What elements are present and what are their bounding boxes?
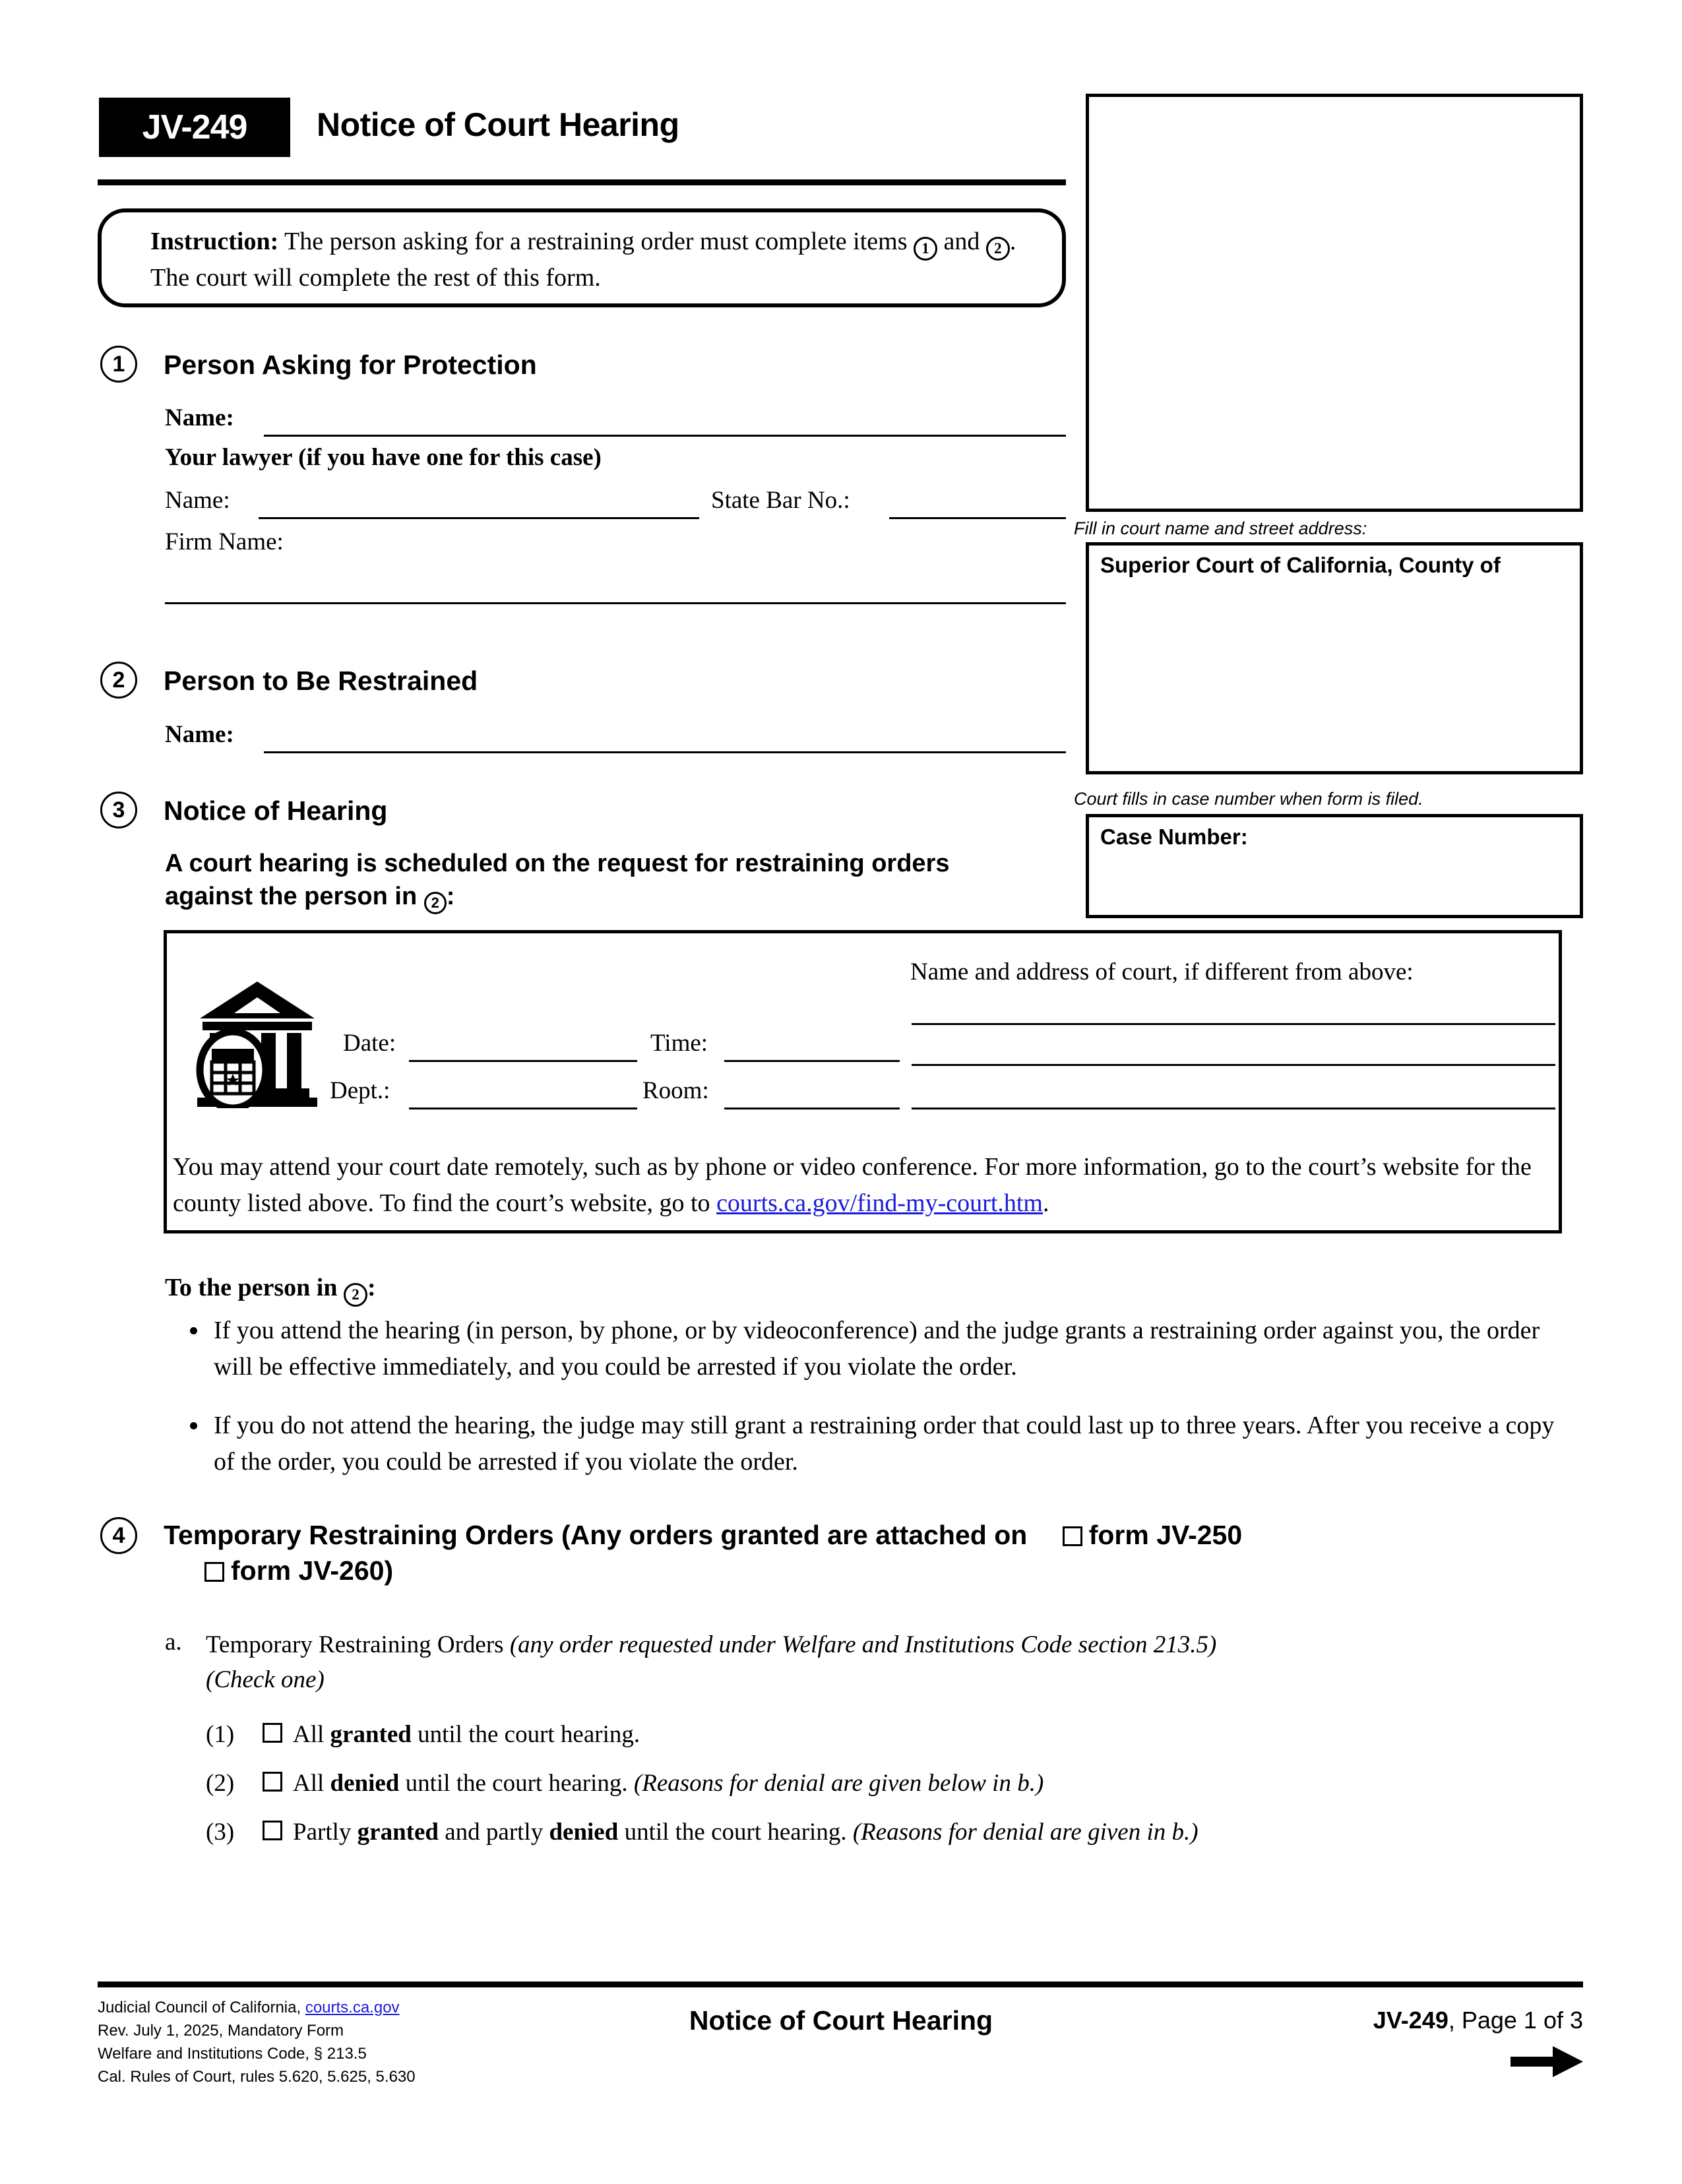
item-number-4: 4 <box>100 1517 137 1554</box>
checkbox-form-jv250-label: form JV-250 <box>1088 1520 1243 1550</box>
footer-council: Judicial Council of California, <box>98 1999 305 2016</box>
hearing-date-label: Date: <box>343 1030 396 1057</box>
option-1-bold: granted <box>330 1721 412 1748</box>
item1-bar-label: State Bar No.: <box>711 487 850 514</box>
inline-item-number-2: 2 <box>986 237 1010 261</box>
option-2-bold: denied <box>330 1770 400 1797</box>
inline-item-number-2-ref2: 2 <box>344 1283 367 1307</box>
court-address-line-2[interactable] <box>912 1063 1555 1066</box>
option-3-mid: and partly <box>438 1819 549 1846</box>
hearing-dept-input[interactable] <box>409 1107 637 1109</box>
item3-subheading <box>165 847 1022 914</box>
option-3-bold: granted <box>357 1819 439 1846</box>
checkbox-form-jv260[interactable] <box>204 1562 224 1582</box>
remote-attendance-paragraph <box>173 1149 1553 1222</box>
sub-a-text-plain: Temporary Restraining Orders <box>206 1631 510 1658</box>
item2-name-label: Name: <box>165 721 234 748</box>
courthouse-calendar-icon <box>188 970 327 1108</box>
hearing-room-input[interactable] <box>724 1107 900 1109</box>
case-number-label: Case Number: <box>1100 825 1248 849</box>
hearing-time-input[interactable] <box>724 1059 900 1062</box>
court-name-label: Superior Court of California, County of <box>1100 553 1501 577</box>
hearing-dept-label: Dept.: <box>330 1077 390 1104</box>
item1-lawyer-label: Your lawyer (if you have one for this case) <box>165 444 602 471</box>
item4-sub-a-letter: a. <box>165 1629 182 1656</box>
option-1-number: (1) <box>206 1721 235 1748</box>
court-address-label: Name and address of court, if different from above: <box>910 958 1414 985</box>
court-address-line-3[interactable] <box>912 1107 1555 1109</box>
footer-divider <box>98 1981 1583 1987</box>
option-3-label <box>293 1818 1199 1846</box>
option-2-italic: (Reasons for denial are given below in b.) <box>633 1770 1044 1797</box>
footer-page-number: , Page 1 of 3 <box>1448 2007 1583 2034</box>
option-3-pre: Partly <box>293 1819 358 1846</box>
item1-bar-input[interactable] <box>889 516 1066 519</box>
instruction-text-part3: . The court will complete the rest of this form. <box>150 228 1016 292</box>
item1-firm-input[interactable] <box>165 602 1066 604</box>
item-number-3: 3 <box>100 792 137 828</box>
find-my-court-link[interactable]: courts.ca.gov/find-my-court.htm <box>716 1189 1043 1218</box>
right-arrow-icon <box>1511 2044 1583 2080</box>
remote-text-part2: . <box>1043 1189 1049 1218</box>
item4-heading-part1: Temporary Restraining Orders (Any orders granted are attached on <box>164 1520 1028 1550</box>
checkbox-all-granted[interactable] <box>263 1723 282 1743</box>
option-2-pre: All <box>293 1770 330 1797</box>
item-number-1: 1 <box>100 346 137 383</box>
instruction-text <box>150 224 1047 296</box>
checkbox-all-denied[interactable] <box>263 1772 282 1792</box>
item4-sub-a-text <box>206 1628 1562 1697</box>
court-name-caption: Fill in court name and street address: <box>1074 518 1367 538</box>
remote-text-part1: You may attend your court date remotely, such as by phone or video conference. For more information, go to the court’s website for the county listed above. To find the court’s website, go to <box>173 1153 1532 1218</box>
item-number-2: 2 <box>100 662 137 699</box>
checkbox-form-jv250[interactable] <box>1063 1526 1082 1546</box>
instruction-text-part2: and <box>937 228 986 255</box>
item1-heading: Person Asking for Protection <box>164 350 537 380</box>
bullet-marker <box>190 1422 197 1429</box>
hearing-time-label: Time: <box>650 1030 708 1057</box>
option-3-italic: (Reasons for denial are given in b.) <box>852 1819 1199 1846</box>
footer-line-3: Welfare and Institutions Code, § 213.5 <box>98 2045 367 2063</box>
list-item: If you attend the hearing (in person, by phone, or by videoconference) and the judge grants a restraining order against you, the order will be effective immediately, and you could be arrested if you violate the order. <box>214 1317 1540 1381</box>
footer-page-info <box>1373 2007 1583 2034</box>
hearing-room-label: Room: <box>642 1077 709 1104</box>
checkbox-partly-granted-denied[interactable] <box>263 1821 282 1840</box>
item1-lawyer-name-label: Name: <box>165 487 230 514</box>
option-1-pre: All <box>293 1721 330 1748</box>
option-2-post: until the court hearing. <box>399 1770 634 1797</box>
item1-name-label: Name: <box>165 404 234 431</box>
item1-firm-label: Firm Name: <box>165 528 284 555</box>
option-1-label <box>293 1720 640 1749</box>
option-2-number: (2) <box>206 1770 235 1797</box>
page-title: Notice of Court Hearing <box>317 106 679 143</box>
option-3-post: until the court hearing. <box>618 1819 853 1846</box>
option-3-bold2: denied <box>549 1819 619 1846</box>
court-address-line-1[interactable] <box>912 1022 1555 1025</box>
footer-line-2: Rev. July 1, 2025, Mandatory Form <box>98 2022 344 2040</box>
header-divider <box>98 179 1066 185</box>
item1-name-input[interactable] <box>264 434 1066 437</box>
option-2-label <box>293 1769 1043 1797</box>
to-person-part2: : <box>367 1274 376 1301</box>
footer-title: Notice of Court Hearing <box>689 2005 993 2036</box>
case-number-caption: Court fills in case number when form is filed. <box>1074 789 1423 809</box>
bullet-marker <box>190 1327 197 1334</box>
to-person-part1: To the person in <box>165 1274 344 1301</box>
instruction-label: Instruction: <box>150 228 279 255</box>
item3-heading: Notice of Hearing <box>164 796 388 826</box>
list-item: If you do not attend the hearing, the judge may still grant a restraining order that could last up to three years. After you receive a copy of the order, you could be arrested if you violate the order. <box>214 1412 1555 1476</box>
option-3-number: (3) <box>206 1819 235 1846</box>
item3-subheading-part2: : <box>446 883 455 911</box>
item2-name-input[interactable] <box>264 751 1066 753</box>
item2-heading: Person to Be Restrained <box>164 666 478 696</box>
form-code-badge: JV-249 <box>99 98 290 157</box>
footer-line-4: Cal. Rules of Court, rules 5.620, 5.625, 5.630 <box>98 2068 416 2086</box>
option-1-post: until the court hearing. <box>411 1721 640 1748</box>
to-person-heading <box>165 1273 376 1307</box>
checkbox-form-jv260-label: form JV-260) <box>231 1555 394 1586</box>
item4-heading <box>164 1517 1562 1588</box>
item1-lawyer-name-input[interactable] <box>259 516 699 519</box>
footer-form-code: JV-249 <box>1373 2007 1448 2034</box>
courts-ca-gov-link[interactable]: courts.ca.gov <box>305 1999 400 2016</box>
sub-a-text-italic: (any order requested under Welfare and Institutions Code section 213.5) <box>509 1631 1217 1658</box>
inline-item-number-1: 1 <box>914 237 937 261</box>
instruction-text-part1: The person asking for a restraining order must complete items <box>278 228 914 255</box>
sub-a-check-one: (Check one) <box>206 1666 325 1693</box>
clerk-stamp-box[interactable] <box>1086 94 1583 512</box>
item3-subheading-part1: A court hearing is scheduled on the request for restraining orders against the person in <box>165 850 950 911</box>
hearing-date-input[interactable] <box>409 1059 637 1062</box>
inline-item-number-2-ref: 2 <box>424 892 447 914</box>
